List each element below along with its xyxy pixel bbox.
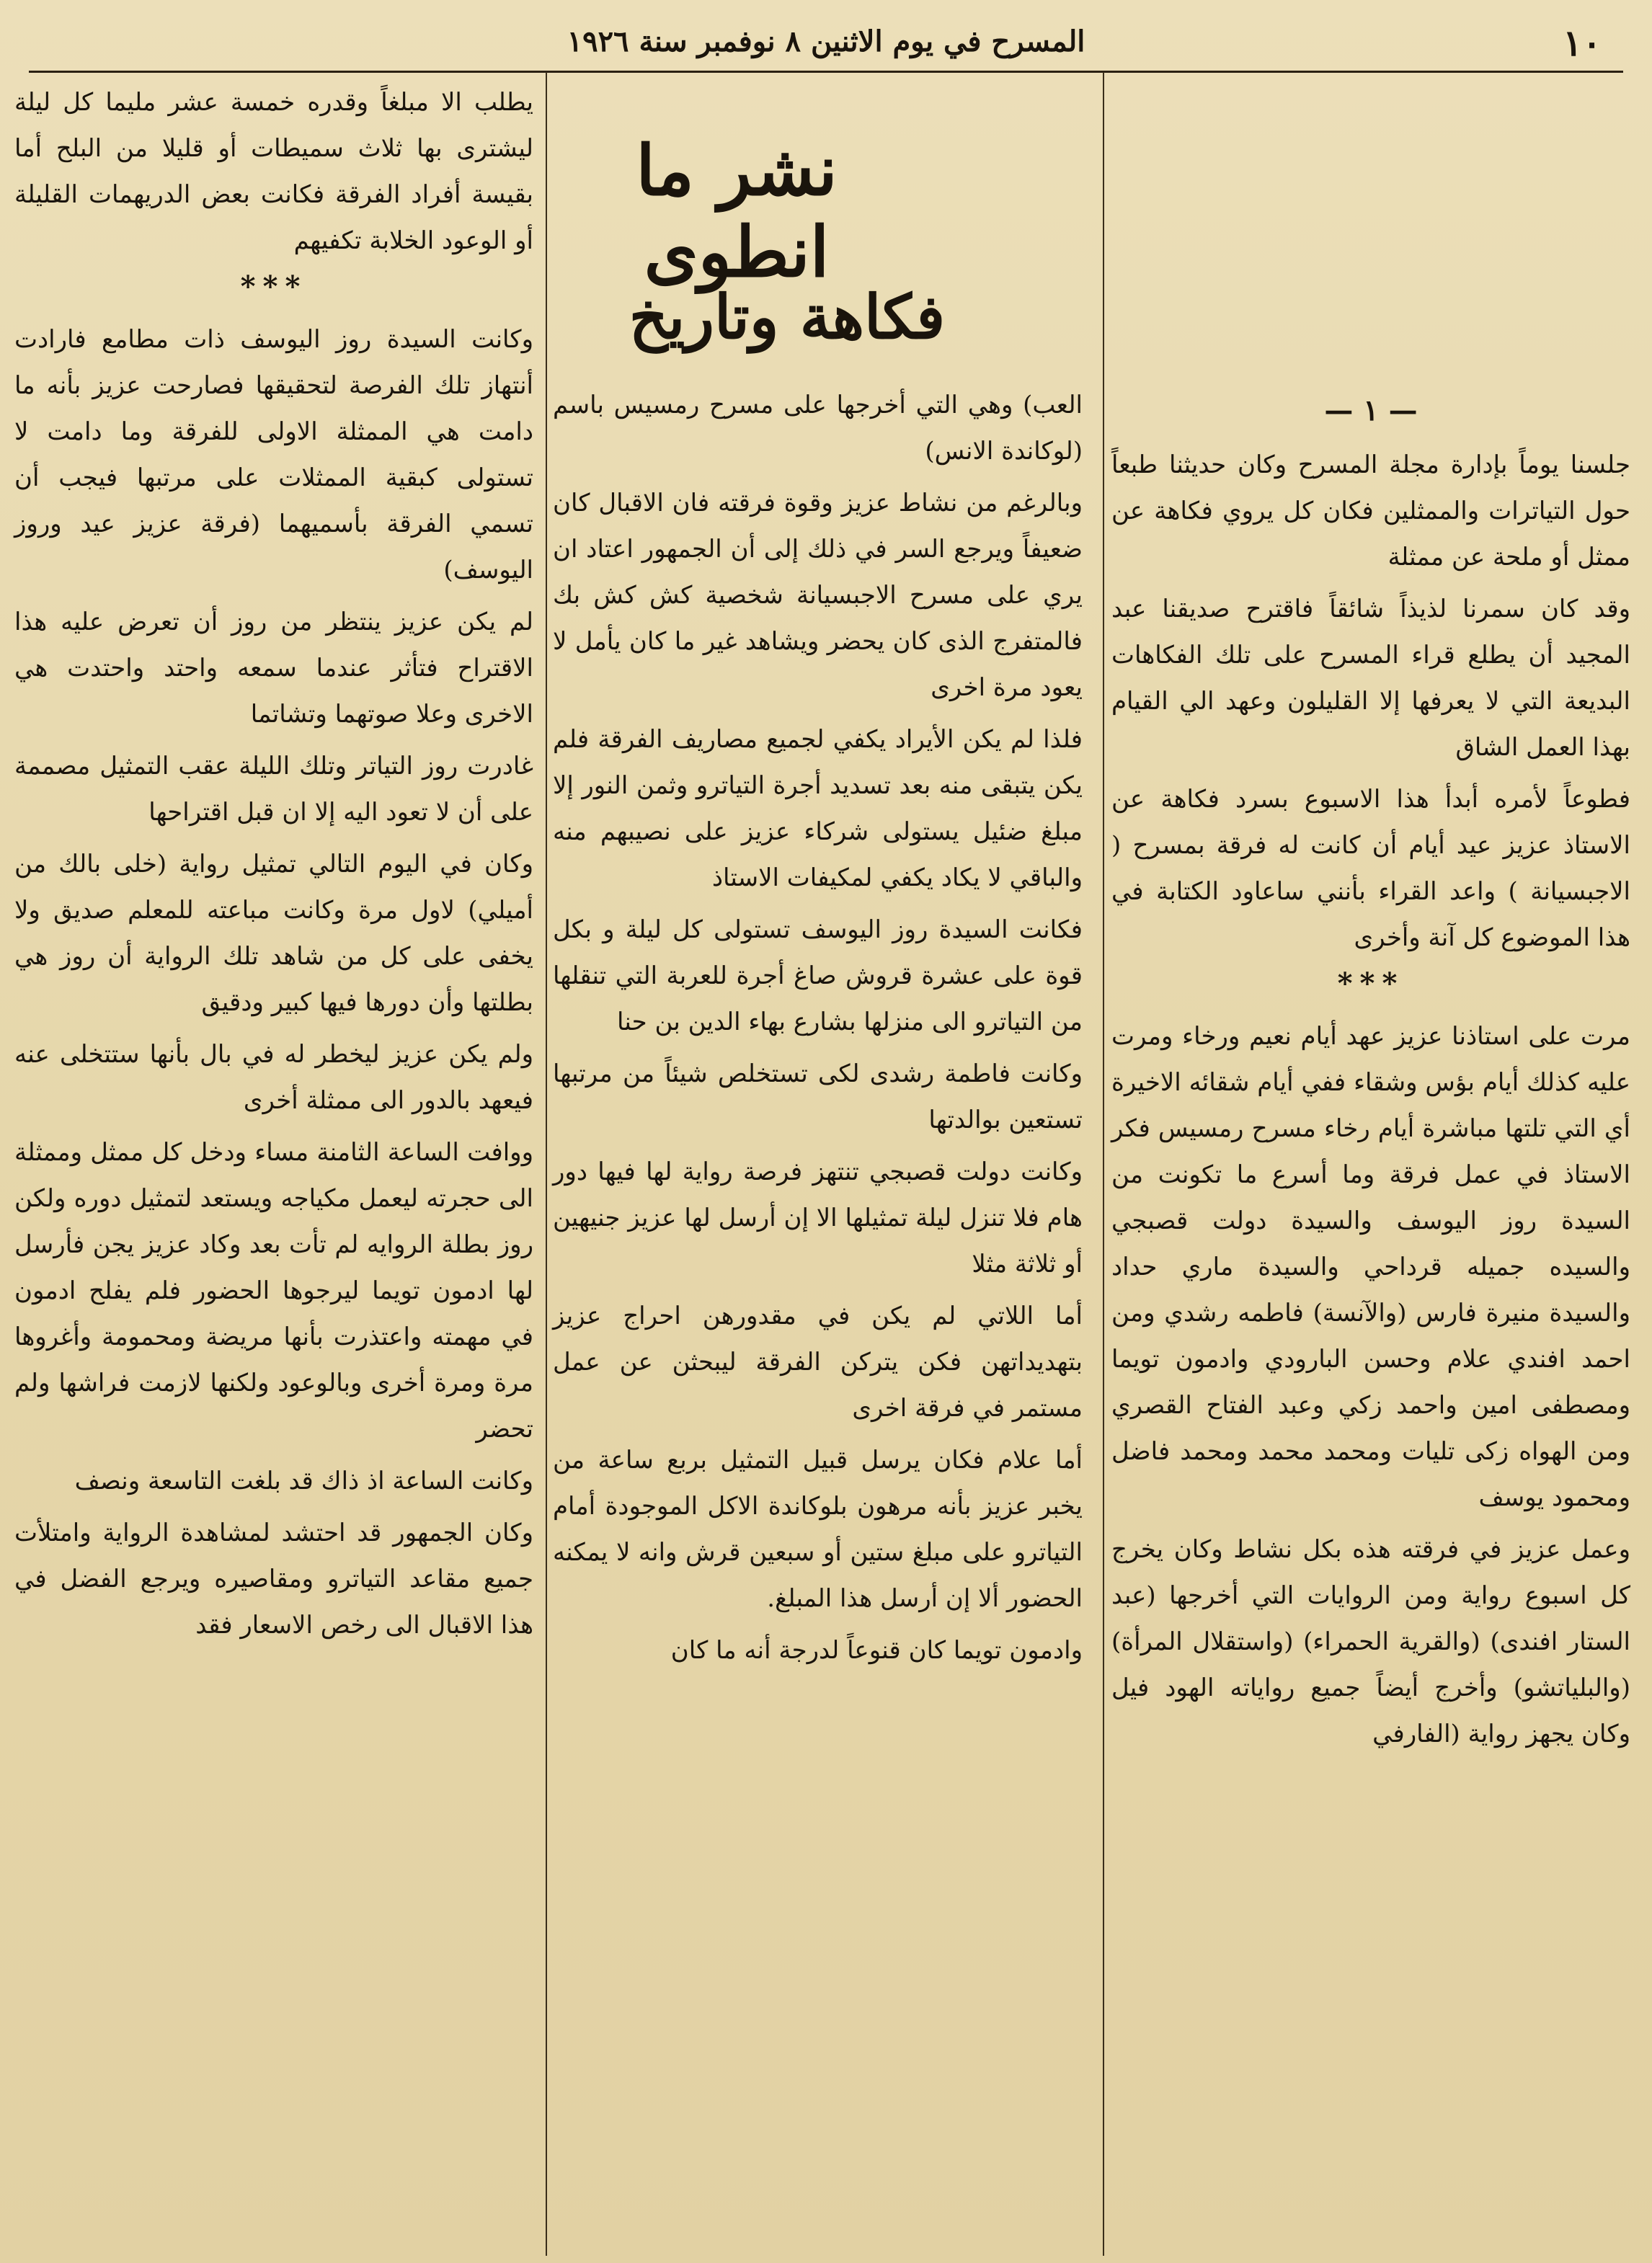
paragraph: العب) وهي التي أخرجها على مسرح رمسيس باسم (لوكاندة الانس)	[553, 391, 1083, 466]
section-separator: ***	[1337, 966, 1405, 1000]
paragraph: لم يكن عزيز ينتظر من روز أن تعرض عليه هذا الاقتراح فتأثر عندما سمعه واحتد واحتدت هي الاخرى وعلا صوتهما وتشاتما	[14, 608, 533, 729]
section-separator: ***	[240, 270, 308, 303]
paragraph: وقد كان سمرنا لذيذاً شائقاً فاقترح صديقنا عبد المجيد أن يطلع قراء المسرح على تلك الفكاهات البديعة التي لا يعرفها إلا القليلون وعهد الي القيام بهذا العمل الشاق	[1111, 595, 1630, 762]
column-divider-left	[546, 72, 547, 2256]
paragraph: وكانت دولت قصبجي تنتهز فرصة رواية لها فيها دور هام فلا تنزل ليلة تمثيلها الا إن أرسل لها عزيز جنيهين أو ثلاثة مثلا	[553, 1157, 1083, 1279]
paragraph: وعمل عزيز في فرقته هذه بكل نشاط وكان يخرج كل اسبوع رواية ومن الروايات التي أخرجها (عبد الستار افندى) (والقرية الحمراء) (واستقلال المرأة) (والبلياتشو) وأخرج أيضاً جميع رواياته الهود فيل وكان يجهز رواية (الفارفي	[1111, 1535, 1630, 1748]
paragraph: وبالرغم من نشاط عزيز وقوة فرقته فان الاقبال كان ضعيفاً ويرجع السر في ذلك إلى أن الجمهور اعتاد ان يري على مسرح الاجبسيانة شخصية كش كش بك فالمتفرج الذى كان يحضر ويشاهد غير ما كان يأمل لا يعود مرة اخرى	[553, 489, 1083, 702]
running-title: المسرح في يوم الاثنين ٨ نوفمبر سنة ١٩٢٦	[567, 25, 1085, 58]
paragraph: ولم يكن عزيز ليخطر له في بال بأنها ستتخلى عنه فيعهد بالدور الى ممثلة أخرى	[14, 1040, 533, 1115]
page-number: ١٠	[1563, 22, 1602, 64]
paragraph: فلذا لم يكن الأيراد يكفي لجميع مصاريف الفرقة فلم يكن يتبقى منه بعد تسديد أجرة التياترو وثمن النور إلا مبلغ ضئيل يستولى شركاء عزيز على نصيبهم منه والباقي لا يكاد يكفي لمكيفات الاستاذ	[553, 725, 1083, 892]
column-middle	[553, 382, 1083, 2249]
column-divider-top	[1103, 72, 1104, 389]
paragraph: وكان في اليوم التالي تمثيل رواية (خلى بالك من أميلي) لاول مرة وكانت مباعته للمعلم صديق ولا يخفى على كل من شاهد تلك الرواية أن روز هي بطلتها وأن دورها فيها كبير ودقيق	[14, 850, 533, 1017]
paragraph: وكانت الساعة اذ ذاك قد بلغت التاسعة ونصف	[74, 1467, 533, 1495]
paragraph: وكانت فاطمة رشدى لكى تستخلص شيئاً من مرتبها تستعين بوالدتها	[553, 1059, 1083, 1134]
paragraph: فكانت السيدة روز اليوسف تستولى كل ليلة و بكل قوة على عشرة قروش صاغ أجرة للعربة التي تنقلها من التياترو الى منزلها بشارع بهاء الدين بن حنا	[553, 915, 1083, 1036]
header-rule	[29, 71, 1623, 73]
paragraph: غادرت روز التياتر وتلك الليلة عقب التمثيل مصممة على أن لا تعود اليه إلا ان قبل اقتراحها	[14, 752, 533, 827]
article-subtitle: فكاهة وتاريخ	[629, 281, 946, 352]
paragraph: فطوعاً لأمره أبدأ هذا الاسبوع بسرد فكاهة عن الاستاذ عزيز عيد أيام أن كانت له فرقة بمسرح ( الاجبسيانة ) واعد القراء بأنني ساعاود الكتابة في هذا الموضوع كل آنة وأخرى	[1111, 785, 1630, 952]
column-left	[14, 79, 533, 2249]
paragraph: يطلب الا مبلغاً وقدره خمسة عشر مليما كل ليلة ليشترى بها ثلاث سميطات أو قليلا من البلح أما بقيسة أفراد الفرقة فكانت بعض الدريهمات القليلة أو الوعود الخلابة تكفيهم	[14, 88, 533, 255]
paragraph: وادمون تويما كان قنوعاً لدرجة أنه ما كان	[670, 1636, 1083, 1665]
paragraph: جلسنا يوماً بإدارة مجلة المسرح وكان حديثنا طبعاً حول التياترات والممثلين فكان كل يروي فكاهة عن ممثل أو ملحة عن ممثلة	[1111, 450, 1630, 572]
article-title: نشر ما انطوى	[636, 130, 838, 293]
part-number: — ١ —	[1324, 394, 1418, 427]
paragraph: وكان الجمهور قد احتشد لمشاهدة الرواية وامتلأت جميع مقاعد التياترو ومقاصيره ويرجع الفضل في هذا الاقبال الى رخص الاسعار فقد	[14, 1519, 533, 1640]
paragraph: أما علام فكان يرسل قبيل التمثيل بربع ساعة من يخبر عزيز بأنه مرهون بلوكاندة الاكل الموجودة أمام التياترو على مبلغ ستين أو سبعين قرش وانه لا يمكنه الحضور ألا إن أرسل هذا المبلغ.	[553, 1446, 1083, 1613]
paragraph: أما اللاتي لم يكن في مقدورهن احراج عزيز بتهديداتهن فكن يتركن الفرقة ليبحثن عن عمل مستمر في فرقة اخرى	[553, 1302, 1083, 1423]
column-divider-right	[1103, 389, 1104, 2256]
paragraph: ووافت الساعة الثامنة مساء ودخل كل ممثل وممثلة الى حجرته ليعمل مكياجه ويستعد لتمثيل دوره ولكن روز بطلة الروايه لم تأت بعد وكاد عزيز يجن فأرسل لها ادمون تويما ليرجوها الحضور فلم يفلح ادمون في مهمته واعتذرت بأنها مريضة ومحمومة وأغروها مرة ومرة أخرى وبالوعود ولكنها لازمت فراشها ولم تحضر	[14, 1138, 533, 1444]
page-header	[29, 19, 1623, 63]
column-right	[1111, 382, 1630, 2249]
paragraph: وكانت السيدة روز اليوسف ذات مطامع فارادت أنتهاز تلك الفرصة لتحقيقها فصارحت عزيز بأنه ما دامت هي الممثلة الاولى للفرقة وما دامت لا تستولى كبقية الممثلات على مرتبها فيجب أن تسمي الفرقة بأسميهما (فرقة عزيز عيد وروز اليوسف)	[14, 325, 533, 584]
paragraph: مرت على استاذنا عزيز عهد أيام نعيم ورخاء ومرت عليه كذلك أيام بؤس وشقاء ففي أيام شقائه الاخيرة أي التي تلتها مباشرة أيام رخاء مسرح رمسيس فكر الاستاذ في عمل فرقة وما أسرع ما تكونت من السيدة روز اليوسف والسيدة دولت قصبجي والسيده جميله قرداحي والسيدة ماري حداد والسيدة منيرة فارس (والآنسة) فاطمه رشدي ومن احمد افندي علام وحسن البارودي وادمون تويما ومصطفى امين واحمد زكي وعبد الفتاح القصري ومن الهواه زكى تليات ومحمد محمد ومحمد فاضل ومحمود يوسف	[1111, 1022, 1630, 1512]
